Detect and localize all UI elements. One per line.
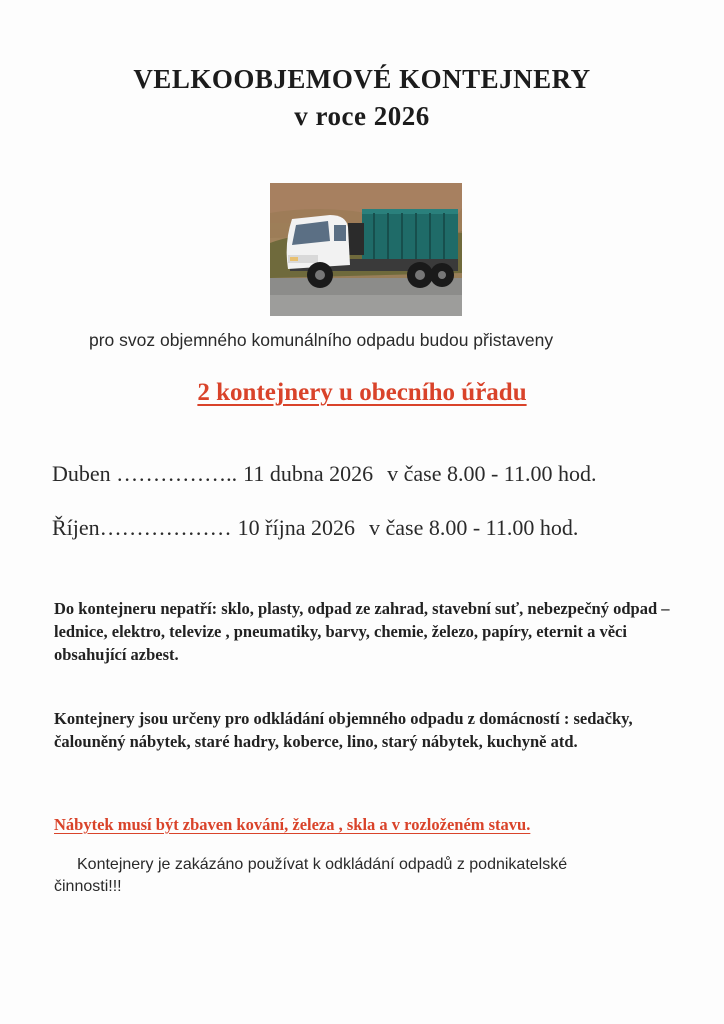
- schedule-date: 11 dubna 2026: [243, 461, 374, 486]
- footer-notice: [54, 854, 634, 898]
- schedule-month: Duben ……………..: [52, 461, 238, 486]
- highlight-location-text: 2 kontejnery u obecního úřadu: [197, 379, 527, 406]
- intro-text: pro svoz objemného komunálního odpadu budou přistaveny: [89, 330, 554, 350]
- not-allowed-paragraph: Do kontejneru nepatří: sklo, plasty, odpad ze zahrad, stavební suť, nebezpečný odpad – lednice, elektro, televize , pneumatiky, barvy, chemie, železo, papíry, eternit a věci obsahující azbest.: [54, 599, 670, 664]
- schedule-month: Říjen………………: [52, 515, 232, 540]
- footer-notice-text: Kontejnery je zakázáno používat k odkládání odpadů z podnikatelské činnosti!!!: [54, 856, 568, 895]
- schedule-date: 10 října 2026: [237, 515, 355, 540]
- title-line-1: VELKOOBJEMOVÉ KONTEJNERY: [133, 64, 591, 94]
- schedule-time: v čase 8.00 - 11.00 hod.: [387, 461, 597, 486]
- title-line-2: v roce 2026: [294, 101, 430, 131]
- schedule-row-april: [52, 461, 596, 487]
- schedule-row-october: [52, 515, 578, 541]
- allowed-paragraph: Kontejnery jsou určeny pro odkládání objemného odpadu z domácností : sedačky, čalouněný nábytek, staré hadry, koberce, lino, starý nábytek, kuchyně atd.: [54, 709, 633, 751]
- highlight-location: [0, 379, 724, 407]
- truck-photo: [270, 183, 462, 316]
- schedule-time: v čase 8.00 - 11.00 hod.: [369, 515, 579, 540]
- furniture-warning: Nábytek musí být zbaven kování, železa , skla a v rozloženém stavu.: [54, 815, 531, 834]
